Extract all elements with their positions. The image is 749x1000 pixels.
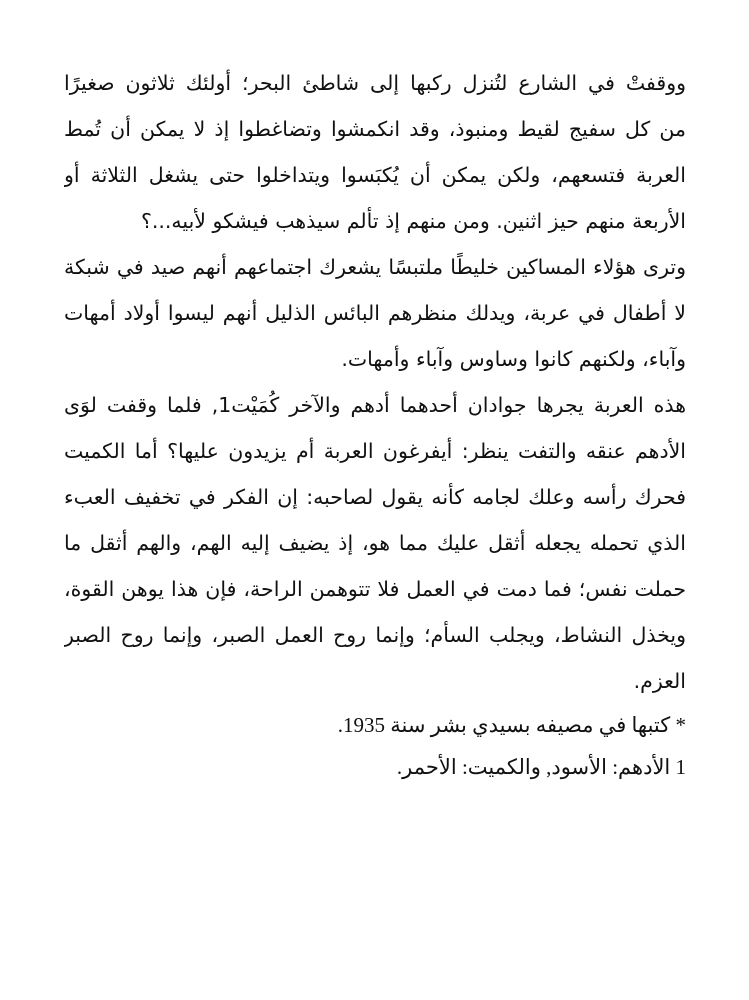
text-line: ويخذل النشاط، ويجلب السأم؛ وإنما روح العمل الصبر، وإنما روح الصبر <box>64 623 686 647</box>
text-line: العربة فتسعهم، ولكن يمكن أن يُكبَسوا ويتداخلوا حتى يشغل الثلاثة أو <box>64 163 686 187</box>
text-line: وترى هؤلاء المساكين خليطًا ملتبسًا يشعرك اجتماعهم أنهم صيد في شبكة <box>64 255 686 279</box>
text-line: الأدهم عنقه والتفت ينظر: أيفرغون العربة أم يزيدون عليها؟ أما الكميت <box>64 439 686 463</box>
text-line: الأربعة منهم حيز اثنين. ومن منهم إذ تألم سيذهب فيشكو لأبيه...؟ <box>140 209 686 233</box>
text-line: الذي تحمله يجعله أثقل عليك مما هو، إذ يضيف إليه الهم، والهم أثقل ما <box>64 531 686 555</box>
paragraph-3 <box>64 382 686 704</box>
text-line: ووقفتْ في الشارع لتُنزل ركبها إلى شاطئ البحر؛ أولئك ثلاثون صغيرًا <box>64 71 686 95</box>
document-page <box>64 60 686 788</box>
text-line: حملت نفس؛ فما دمت في العمل فلا تتوهمن الراحة، فإن هذا يوهن القوة، <box>64 577 686 601</box>
origin-note: * كتبها في مصيفه بسيدي بشر سنة 1935. <box>337 713 686 737</box>
text-line: فحرك رأسه وعلك لجامه كأنه يقول لصاحبه: إن الفكر في تخفيف العبء <box>64 485 686 509</box>
notes-section <box>64 704 686 788</box>
paragraph-2 <box>64 244 686 382</box>
paragraph-1 <box>64 60 686 244</box>
footnote: 1 الأدهم: الأسود, والكميت: الأحمر. <box>396 755 686 779</box>
text-line: العزم. <box>633 669 686 693</box>
text-line: لا أطفال في عربة، ويدلك منظرهم البائس الذليل أنهم ليسوا أولاد أمهات <box>64 301 686 325</box>
text-line: من كل سفيج لقيط ومنبوذ، وقد انكمشوا وتضاغطوا إذ لا يمكن أن تُمط <box>64 117 686 141</box>
text-line: هذه العربة يجرها جوادان أحدهما أدهم والآخر كُمَيْت1, فلما وقفت لوَى <box>64 393 686 417</box>
text-line: وآباء، ولكنهم كانوا وساوس وآباء وأمهات. <box>341 347 686 371</box>
